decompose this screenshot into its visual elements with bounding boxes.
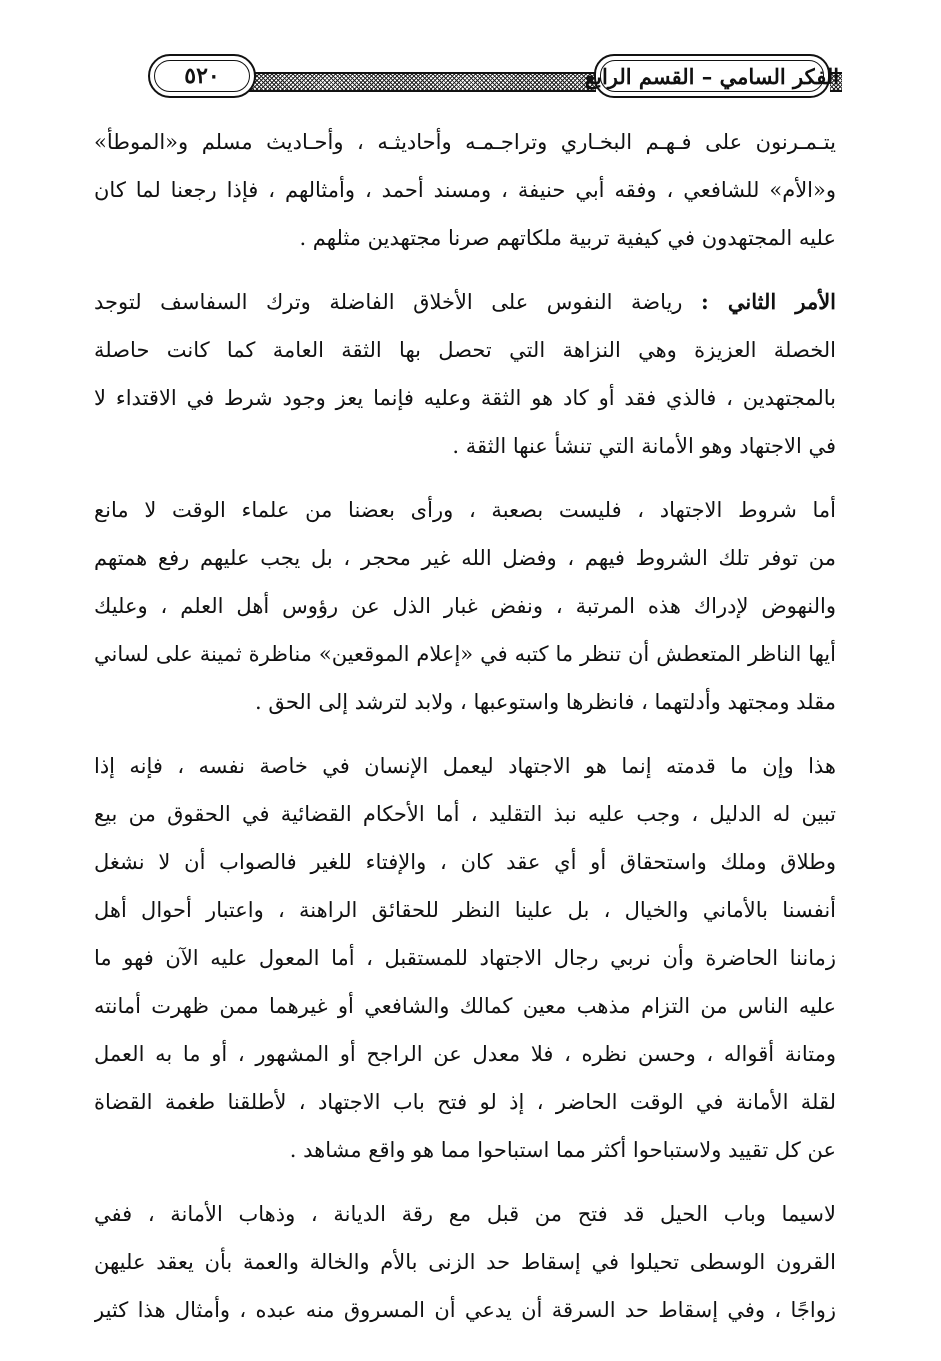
text-line: والنهوض لإدراك هذه المرتبة ، ونفض غبار الذل عن رؤوس أهل العلم ، وعليك [94,594,836,618]
paragraph-1 [94,118,836,262]
paragraph-2 [94,278,836,470]
text-line: ومتانة أقواله ، وحسن نظره ، فلا معدل عن الراجح أو المشهور ، أو ما به العمل [94,1042,836,1066]
text-line: عليه الناس من التزام مذهب معين كمالك والشافعي أو غيرهما ممن ظهرت أمانته [94,994,836,1018]
text-line-rest: رياضة النفوس على الأخلاق الفاضلة وترك السفاسف لتوجد [94,290,701,314]
paragraph-3 [94,486,836,726]
text-line: بالمجتهدين ، فالذي فقد أو كاد هو الثقة وعليه فإنما يعز وجود شرط في الاقتداء لا [94,386,836,410]
page-number-box [148,54,256,98]
header-ornament-left [198,72,596,92]
text-line: لقلة الأمانة في الوقت الحاضر ، إذ لو فتح باب الاجتهاد ، لأطلقنا طغمة القضاة [94,1090,836,1114]
text-line: عليه المجتهدون في كيفية تربية ملكاتهم صرنا مجتهدين مثلهم . [299,226,836,250]
text-line: أيها الناظر المتعطش أن تنظر ما كتبه في «إعلام الموقعين» مناظرة ثمينة على لساني [94,642,836,666]
section-heading: الأمر الثاني : [700,289,836,314]
text-line: و«الأم» للشافعي ، وفقه أبي حنيفة ، ومسند أحمد ، وأمثالهم ، فإذا رجعنا لما كان [94,178,836,202]
text-line: الخصلة العزيزة وهي النزاهة التي تحصل بها الثقة العامة كما كانت حاصلة [94,338,836,362]
text-line: هذا وإن ما قدمته إنما هو الاجتهاد ليعمل الإنسان في خاصة نفسه ، فإنه إذا [94,754,836,778]
text-line: القرون الوسطى تحيلوا في إسقاط حد الزنى بالأم والخالة والعمة بأن يعقد عليهن [94,1250,836,1274]
text-line: أنفسنا بالأماني والخيال ، بل علينا النظر للحقائق الراهنة ، واعتبار أحوال أهل [94,898,836,922]
paragraph-4 [94,742,836,1174]
text-line: زماننا الحاضرة وأن نربي رجال الاجتهاد للمستقبل ، أما المعول عليه الآن فهو ما [94,946,836,970]
page-body [94,118,836,1350]
page-header [92,50,844,106]
text-line: مقلد ومجتهد وأدلتهما ، فانظرها واستوعبها ، ولابد لترشد إلى الحق . [254,690,836,714]
running-title-box [584,54,840,98]
text-line: في الاجتهاد وهو الأمانة التي تنشأ عنها الثقة . [452,434,836,458]
text-line: تبين له الدليل ، وجب عليه نبذ التقليد ، أما الأحكام القضائية في الحقوق من بيع [94,802,836,826]
text-line: زواجًا ، وفي إسقاط حد السرقة أن يدعي أن المسروق منه عبده ، وأمثال هذا كثير [94,1298,836,1322]
page-number: ٥٢٠ [184,63,220,89]
text-line: من توفر تلك الشروط فيهم ، وفضل الله غير محجر ، بل يجب عليهم رفع همتهم [94,546,836,570]
text-line: عن كل تقييد ولاستباحوا أكثر مما استباحوا مما هو واقع مشاهد . [289,1138,836,1162]
text-line: لاسيما وباب الحيل قد فتح من قبل مع رقة الديانة ، وذهاب الأمانة ، ففي [94,1202,836,1226]
text-line: أما شروط الاجتهاد ، فليست بصعبة ، ورأى بعضنا من علماء الوقت لا مانع [94,498,836,522]
paragraph-5 [94,1190,836,1334]
text-line: وطلاق وملك واستحقاق أو أي عقد كان ، والإفتاء للغير فالصواب أن لا نشغل [94,850,836,874]
text-line: يتـمـرنون على فـهـم البخـاري وتراجـمـه وأحاديثـه ، وأحـاديث مسلم و«الموطأ» [94,130,836,154]
running-title: الفكر السامي – القسم الرابع [584,63,840,89]
text-line [94,278,836,326]
